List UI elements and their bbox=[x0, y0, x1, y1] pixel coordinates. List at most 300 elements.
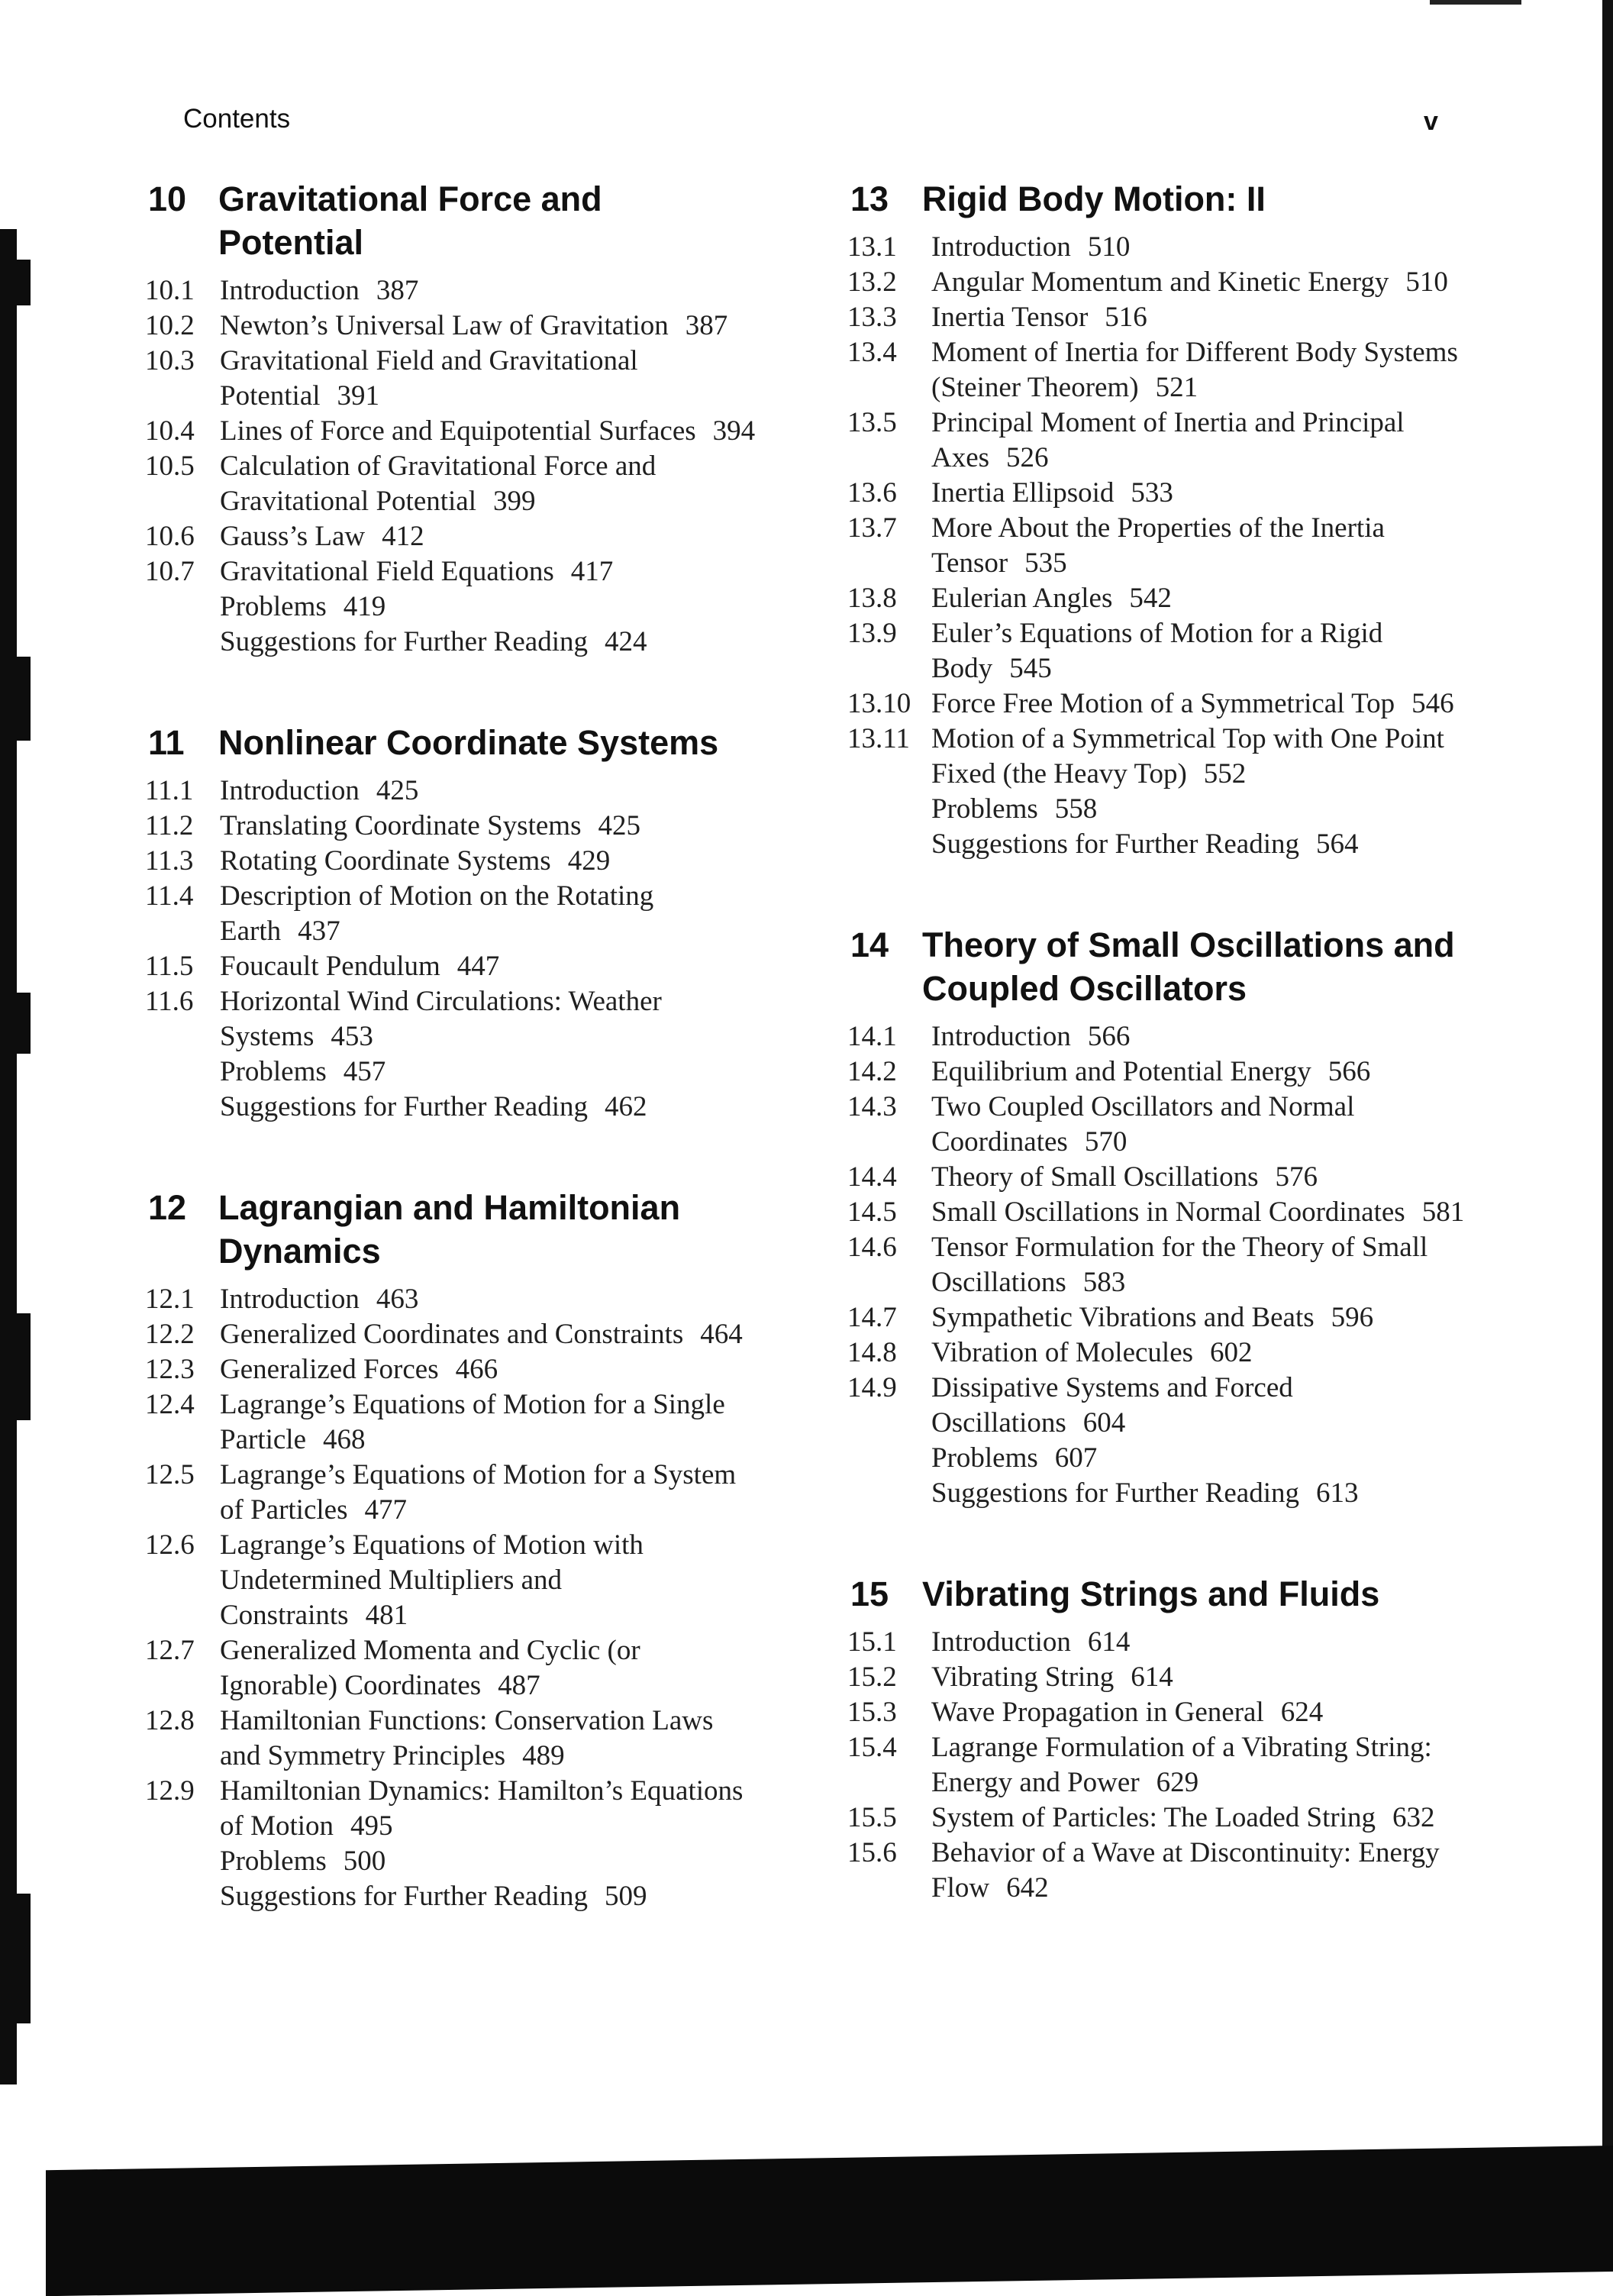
section-page: 510 bbox=[1405, 266, 1448, 298]
toc-entry[interactable] bbox=[145, 1633, 756, 1703]
section-number: 13.3 bbox=[847, 302, 897, 333]
section-page: 510 bbox=[1087, 231, 1131, 263]
section-title-wrap bbox=[220, 1844, 756, 1879]
section-title: Moment of Inertia for Different Body Systems (Steiner Theorem) bbox=[931, 337, 1458, 403]
section-page: 509 bbox=[604, 1881, 647, 1912]
toc-entry-backmatter[interactable] bbox=[847, 1441, 1473, 1476]
toc-entry[interactable] bbox=[145, 1317, 756, 1352]
section-number: 11.1 bbox=[145, 775, 194, 806]
chapter-block bbox=[145, 177, 756, 660]
toc-entry[interactable] bbox=[145, 273, 756, 308]
toc-entry[interactable] bbox=[145, 519, 756, 554]
toc-entry[interactable] bbox=[145, 1703, 756, 1774]
section-title-wrap bbox=[220, 1528, 756, 1633]
section-page: 566 bbox=[1087, 1021, 1131, 1052]
toc-entry[interactable] bbox=[145, 1352, 756, 1387]
section-number: 15.6 bbox=[847, 1837, 897, 1868]
toc-entry[interactable] bbox=[847, 686, 1473, 722]
toc-entry[interactable] bbox=[847, 722, 1473, 792]
section-title: Suggestions for Further Reading bbox=[220, 1881, 588, 1912]
chapter-title: Gravitational Force and Potential bbox=[218, 179, 602, 262]
chapter-heading[interactable] bbox=[145, 177, 756, 264]
chapter-block bbox=[847, 923, 1473, 1511]
section-number: 12.2 bbox=[145, 1319, 195, 1350]
chapter-title: Rigid Body Motion: II bbox=[922, 179, 1266, 218]
section-page: 604 bbox=[1082, 1407, 1126, 1439]
section-title-wrap bbox=[931, 1300, 1473, 1335]
toc-entry[interactable] bbox=[847, 1730, 1473, 1800]
section-page: 417 bbox=[570, 556, 614, 587]
section-page: 412 bbox=[382, 521, 424, 552]
section-number: 10.2 bbox=[145, 310, 195, 341]
section-page: 399 bbox=[493, 486, 536, 517]
section-page: 489 bbox=[522, 1740, 565, 1771]
section-title: Eulerian Angles bbox=[931, 583, 1113, 614]
section-page: 533 bbox=[1131, 477, 1173, 509]
section-page: 521 bbox=[1155, 372, 1198, 403]
section-title-wrap bbox=[931, 300, 1473, 335]
chapter-number: 14 bbox=[850, 925, 889, 964]
section-number: 13.11 bbox=[847, 723, 910, 754]
section-title-wrap bbox=[220, 625, 756, 660]
section-page: 429 bbox=[567, 845, 611, 877]
toc-entry-backmatter[interactable] bbox=[145, 1879, 756, 1914]
section-page: 453 bbox=[331, 1021, 373, 1052]
section-page: 487 bbox=[498, 1670, 540, 1701]
section-title: Angular Momentum and Kinetic Energy bbox=[931, 266, 1389, 298]
section-title-wrap bbox=[931, 1625, 1473, 1660]
section-title-wrap bbox=[931, 1730, 1473, 1800]
toc-entry[interactable] bbox=[847, 1695, 1473, 1730]
section-title: Lines of Force and Equipotential Surfaces bbox=[220, 415, 696, 447]
section-number: 10.3 bbox=[145, 345, 195, 376]
toc-entry[interactable] bbox=[145, 308, 756, 344]
section-page: 546 bbox=[1411, 688, 1454, 719]
section-title-wrap bbox=[931, 1054, 1473, 1090]
section-title-wrap bbox=[220, 984, 756, 1054]
section-title-wrap bbox=[220, 449, 756, 519]
section-page: 526 bbox=[1006, 442, 1049, 473]
section-title-wrap bbox=[220, 1090, 756, 1125]
toc-column-right bbox=[847, 177, 1473, 1967]
section-number: 12.4 bbox=[145, 1389, 195, 1420]
section-number: 14.8 bbox=[847, 1337, 897, 1368]
chapter-heading[interactable] bbox=[847, 923, 1473, 1010]
section-title-wrap bbox=[931, 265, 1473, 300]
section-title: Behavior of a Wave at Discontinuity: Energy Flow bbox=[931, 1837, 1440, 1904]
section-title: Problems bbox=[220, 1846, 327, 1877]
toc-entry[interactable] bbox=[847, 300, 1473, 335]
scan-notch bbox=[5, 1894, 31, 2023]
section-number: 12.5 bbox=[145, 1459, 195, 1490]
chapter-heading[interactable] bbox=[145, 721, 756, 764]
section-page: 642 bbox=[1006, 1872, 1049, 1904]
section-number: 12.3 bbox=[145, 1354, 195, 1385]
section-title-wrap bbox=[220, 344, 756, 414]
toc-entry[interactable] bbox=[847, 1054, 1473, 1090]
section-number: 12.7 bbox=[145, 1635, 195, 1666]
section-number: 13.6 bbox=[847, 477, 897, 509]
section-title-wrap bbox=[220, 273, 756, 308]
section-title-wrap bbox=[220, 1054, 756, 1090]
section-title-wrap bbox=[220, 589, 756, 625]
toc-entry[interactable] bbox=[145, 773, 756, 809]
section-number: 13.7 bbox=[847, 512, 897, 544]
section-title: Generalized Forces bbox=[220, 1354, 439, 1385]
section-title: Inertia Ellipsoid bbox=[931, 477, 1115, 509]
section-page: 463 bbox=[376, 1284, 419, 1315]
section-title: Wave Propagation in General bbox=[931, 1697, 1264, 1728]
section-page: 387 bbox=[376, 275, 419, 306]
toc-entry[interactable] bbox=[847, 405, 1473, 476]
section-number: 14.9 bbox=[847, 1372, 897, 1403]
section-page: 457 bbox=[343, 1056, 386, 1087]
section-page: 552 bbox=[1203, 758, 1247, 790]
section-title-wrap bbox=[220, 1774, 756, 1844]
section-title-wrap bbox=[931, 1195, 1473, 1230]
toc-entry[interactable] bbox=[145, 949, 756, 984]
chapter-number: 15 bbox=[850, 1574, 889, 1613]
chapter-block bbox=[847, 177, 1473, 862]
section-page: 447 bbox=[456, 951, 500, 982]
section-page: 387 bbox=[685, 310, 728, 341]
chapter-number: 12 bbox=[148, 1188, 187, 1227]
section-title: Lagrange’s Equations of Motion with Undetermined Multipliers and Constraints bbox=[220, 1529, 644, 1631]
section-title: Foucault Pendulum bbox=[220, 951, 440, 982]
section-title: Gravitational Field and Gravitational Potential bbox=[220, 345, 638, 412]
toc-entry-backmatter[interactable] bbox=[847, 827, 1473, 862]
section-title-wrap bbox=[931, 1230, 1473, 1300]
toc-entry[interactable] bbox=[847, 581, 1473, 616]
section-title-wrap bbox=[931, 827, 1473, 862]
section-title: Generalized Coordinates and Constraints bbox=[220, 1319, 684, 1350]
section-title-wrap bbox=[931, 1160, 1473, 1195]
section-number: 10.4 bbox=[145, 415, 195, 447]
section-title: Equilibrium and Potential Energy bbox=[931, 1056, 1311, 1087]
toc-entry[interactable] bbox=[145, 449, 756, 519]
toc-entry[interactable] bbox=[847, 1660, 1473, 1695]
section-title-wrap bbox=[931, 405, 1473, 476]
section-title-wrap bbox=[931, 230, 1473, 265]
section-number: 12.6 bbox=[145, 1529, 195, 1561]
toc-entry[interactable] bbox=[847, 476, 1473, 511]
chapter-block bbox=[145, 1186, 756, 1914]
section-page: 614 bbox=[1131, 1661, 1173, 1693]
section-title: Introduction bbox=[931, 231, 1071, 263]
scan-edge-left bbox=[0, 229, 17, 2084]
toc-entry[interactable] bbox=[847, 1836, 1473, 1906]
section-page: 542 bbox=[1129, 583, 1172, 614]
section-title: Force Free Motion of a Symmetrical Top bbox=[931, 688, 1395, 719]
section-title: Sympathetic Vibrations and Beats bbox=[931, 1302, 1315, 1333]
section-number: 14.5 bbox=[847, 1196, 897, 1228]
section-title: Tensor Formulation for the Theory of Small Oscillations bbox=[931, 1232, 1428, 1298]
section-title-wrap bbox=[220, 1282, 756, 1317]
section-number: 10.5 bbox=[145, 450, 195, 482]
section-title: Problems bbox=[220, 591, 327, 622]
section-title: Small Oscillations in Normal Coordinates bbox=[931, 1196, 1405, 1228]
section-number: 11.6 bbox=[145, 986, 194, 1017]
section-title: Gauss’s Law bbox=[220, 521, 366, 552]
toc-entry[interactable] bbox=[847, 1625, 1473, 1660]
section-number: 11.5 bbox=[145, 951, 194, 982]
section-number: 12.1 bbox=[145, 1284, 195, 1315]
chapter-title: Nonlinear Coordinate Systems bbox=[218, 723, 719, 762]
section-title: Lagrange’s Equations of Motion for a System of Particles bbox=[220, 1459, 737, 1526]
section-page: 581 bbox=[1421, 1196, 1465, 1228]
chapter-heading[interactable] bbox=[145, 1186, 756, 1273]
section-title: Suggestions for Further Reading bbox=[931, 828, 1299, 860]
section-page: 570 bbox=[1084, 1126, 1127, 1158]
toc-column-left bbox=[145, 177, 756, 1975]
section-page: 391 bbox=[337, 380, 380, 412]
toc-entry[interactable] bbox=[145, 1387, 756, 1458]
section-page: 566 bbox=[1327, 1056, 1371, 1087]
section-number: 12.8 bbox=[145, 1705, 195, 1736]
chapter-heading[interactable] bbox=[847, 1572, 1473, 1616]
toc-entry[interactable] bbox=[847, 616, 1473, 686]
section-title-wrap bbox=[220, 554, 756, 589]
toc-entry-backmatter[interactable] bbox=[145, 589, 756, 625]
section-title: Hamiltonian Dynamics: Hamilton’s Equations of Motion bbox=[220, 1775, 744, 1842]
section-title: Vibrating String bbox=[931, 1661, 1115, 1693]
toc-entry[interactable] bbox=[145, 414, 756, 449]
scan-notch bbox=[5, 657, 31, 741]
section-number: 15.5 bbox=[847, 1802, 897, 1833]
section-title-wrap bbox=[220, 949, 756, 984]
section-title: Two Coupled Oscillators and Normal Coordinates bbox=[931, 1091, 1355, 1158]
toc-entry[interactable] bbox=[145, 344, 756, 414]
toc-entry[interactable] bbox=[145, 1774, 756, 1844]
section-page: 632 bbox=[1392, 1802, 1435, 1833]
section-title-wrap bbox=[220, 1879, 756, 1914]
toc-entry[interactable] bbox=[145, 554, 756, 589]
toc-entry[interactable] bbox=[847, 1019, 1473, 1054]
page-number: v bbox=[1424, 107, 1438, 136]
section-title-wrap bbox=[931, 1695, 1473, 1730]
section-page: 425 bbox=[598, 810, 640, 841]
section-title: Introduction bbox=[220, 775, 360, 806]
toc-entry[interactable] bbox=[145, 984, 756, 1054]
section-title: Euler’s Equations of Motion for a Rigid Body bbox=[931, 618, 1383, 684]
section-title-wrap bbox=[220, 1703, 756, 1774]
toc-entry[interactable] bbox=[847, 511, 1473, 581]
section-page: 629 bbox=[1156, 1767, 1199, 1798]
section-title-wrap bbox=[220, 1458, 756, 1528]
chapter-block bbox=[847, 1572, 1473, 1906]
section-page: 466 bbox=[455, 1354, 498, 1385]
toc-entry[interactable] bbox=[847, 1230, 1473, 1300]
section-page: 462 bbox=[604, 1091, 647, 1122]
section-title: Translating Coordinate Systems bbox=[220, 810, 582, 841]
section-number: 14.4 bbox=[847, 1161, 897, 1193]
section-title: Problems bbox=[220, 1056, 327, 1087]
section-page: 576 bbox=[1275, 1161, 1318, 1193]
section-title-wrap bbox=[931, 335, 1473, 405]
toc-entry[interactable] bbox=[847, 1195, 1473, 1230]
section-page: 394 bbox=[712, 415, 756, 447]
section-title-wrap bbox=[220, 1387, 756, 1458]
section-number: 12.9 bbox=[145, 1775, 195, 1807]
section-title: Calculation of Gravitational Force and Gravitational Potential bbox=[220, 450, 656, 517]
toc-entry[interactable] bbox=[847, 335, 1473, 405]
section-page: 464 bbox=[700, 1319, 743, 1350]
toc-entry[interactable] bbox=[847, 1160, 1473, 1195]
toc-entry[interactable] bbox=[145, 844, 756, 879]
section-number: 11.3 bbox=[145, 845, 194, 877]
section-title: Dissipative Systems and Forced Oscillations bbox=[931, 1372, 1293, 1439]
section-title: Horizontal Wind Circulations: Weather Systems bbox=[220, 986, 662, 1052]
section-title-wrap bbox=[931, 476, 1473, 511]
section-title: Suggestions for Further Reading bbox=[220, 626, 588, 657]
toc-entry-backmatter[interactable] bbox=[145, 625, 756, 660]
section-title-wrap bbox=[931, 1371, 1473, 1441]
section-title-wrap bbox=[931, 1019, 1473, 1054]
section-page: 613 bbox=[1315, 1477, 1359, 1509]
section-title-wrap bbox=[931, 1090, 1473, 1160]
section-number: 13.10 bbox=[847, 688, 911, 719]
section-title-wrap bbox=[220, 1633, 756, 1703]
section-page: 564 bbox=[1315, 828, 1359, 860]
section-number: 15.3 bbox=[847, 1697, 897, 1728]
section-page: 607 bbox=[1054, 1442, 1098, 1474]
section-title-wrap bbox=[220, 844, 756, 879]
chapter-block bbox=[145, 721, 756, 1125]
section-title: Introduction bbox=[220, 275, 360, 306]
section-number: 14.3 bbox=[847, 1091, 897, 1122]
section-title-wrap bbox=[220, 879, 756, 949]
toc-entry[interactable] bbox=[145, 1458, 756, 1528]
toc-entry[interactable] bbox=[145, 809, 756, 844]
section-title-wrap bbox=[220, 1352, 756, 1387]
section-title-wrap bbox=[931, 581, 1473, 616]
section-number: 14.1 bbox=[847, 1021, 897, 1052]
section-number: 13.9 bbox=[847, 618, 897, 649]
section-number: 13.5 bbox=[847, 407, 897, 438]
section-page: 477 bbox=[364, 1494, 407, 1526]
section-page: 468 bbox=[323, 1424, 366, 1455]
toc-entry[interactable] bbox=[847, 1090, 1473, 1160]
section-title: Theory of Small Oscillations bbox=[931, 1161, 1259, 1193]
section-title: Gravitational Field Equations bbox=[220, 556, 554, 587]
section-number: 11.2 bbox=[145, 810, 194, 841]
toc-entry[interactable] bbox=[847, 1335, 1473, 1371]
toc-entry-backmatter[interactable] bbox=[145, 1054, 756, 1090]
section-title-wrap bbox=[931, 1660, 1473, 1695]
toc-entry[interactable] bbox=[847, 1371, 1473, 1441]
section-page: 495 bbox=[350, 1810, 393, 1842]
section-title: Generalized Momenta and Cyclic (or Ignorable) Coordinates bbox=[220, 1635, 640, 1701]
toc-entry[interactable] bbox=[145, 879, 756, 949]
chapter-title: Lagrangian and Hamiltonian Dynamics bbox=[218, 1188, 681, 1271]
section-number: 10.1 bbox=[145, 275, 195, 306]
section-title: System of Particles: The Loaded String bbox=[931, 1802, 1376, 1833]
scan-notch bbox=[5, 260, 31, 305]
section-title: More About the Properties of the Inertia Tensor bbox=[931, 512, 1385, 579]
section-number: 15.1 bbox=[847, 1626, 897, 1658]
section-number: 14.6 bbox=[847, 1232, 897, 1263]
toc-entry-backmatter[interactable] bbox=[145, 1090, 756, 1125]
section-title: Description of Motion on the Rotating Earth bbox=[220, 880, 654, 947]
section-page: 624 bbox=[1280, 1697, 1324, 1728]
section-page: 481 bbox=[365, 1600, 408, 1631]
scan-edge-bottom bbox=[46, 2146, 1613, 2296]
section-title-wrap bbox=[931, 722, 1473, 792]
section-page: 535 bbox=[1024, 547, 1067, 579]
section-title-wrap bbox=[931, 1335, 1473, 1371]
section-title-wrap bbox=[220, 519, 756, 554]
section-title: Vibration of Molecules bbox=[931, 1337, 1194, 1368]
section-number: 14.7 bbox=[847, 1302, 897, 1333]
scan-mark-top bbox=[1430, 0, 1521, 5]
section-title: Problems bbox=[931, 1442, 1038, 1474]
section-title: Inertia Tensor bbox=[931, 302, 1089, 333]
section-title: Lagrange’s Equations of Motion for a Single Particle bbox=[220, 1389, 725, 1455]
section-page: 596 bbox=[1331, 1302, 1374, 1333]
scan-edge-right bbox=[1602, 0, 1613, 2199]
section-number: 13.4 bbox=[847, 337, 897, 368]
section-page: 425 bbox=[376, 775, 419, 806]
chapter-title: Vibrating Strings and Fluids bbox=[922, 1574, 1380, 1613]
section-page: 602 bbox=[1210, 1337, 1253, 1368]
toc-entry[interactable] bbox=[145, 1528, 756, 1633]
section-number: 11.4 bbox=[145, 880, 194, 912]
running-title: Contents bbox=[183, 104, 291, 134]
section-title: Principal Moment of Inertia and Principal Axes bbox=[931, 407, 1405, 473]
section-title-wrap bbox=[220, 809, 756, 844]
section-title: Suggestions for Further Reading bbox=[931, 1477, 1299, 1509]
section-number: 15.2 bbox=[847, 1661, 897, 1693]
toc-entry[interactable] bbox=[145, 1282, 756, 1317]
section-title: Introduction bbox=[931, 1626, 1071, 1658]
section-title-wrap bbox=[220, 308, 756, 344]
section-number: 10.6 bbox=[145, 521, 195, 552]
scan-notch bbox=[5, 993, 31, 1054]
section-title: Hamiltonian Functions: Conservation Laws and Symmetry Principles bbox=[220, 1705, 714, 1771]
section-title-wrap bbox=[220, 1317, 756, 1352]
toc-entry[interactable] bbox=[847, 230, 1473, 265]
section-title: Rotating Coordinate Systems bbox=[220, 845, 551, 877]
section-page: 424 bbox=[604, 626, 647, 657]
section-title-wrap bbox=[931, 1441, 1473, 1476]
section-number: 10.7 bbox=[145, 556, 195, 587]
chapter-number: 11 bbox=[148, 723, 185, 762]
toc-entry[interactable] bbox=[847, 1800, 1473, 1836]
toc-entry-backmatter[interactable] bbox=[847, 1476, 1473, 1511]
chapter-heading[interactable] bbox=[847, 177, 1473, 221]
section-number: 15.4 bbox=[847, 1732, 897, 1763]
toc-entry-backmatter[interactable] bbox=[145, 1844, 756, 1879]
section-title: Problems bbox=[931, 793, 1038, 825]
section-title-wrap bbox=[931, 1476, 1473, 1511]
section-title: Newton’s Universal Law of Gravitation bbox=[220, 310, 669, 341]
chapter-number: 13 bbox=[850, 179, 889, 218]
section-title: Introduction bbox=[220, 1284, 360, 1315]
section-page: 558 bbox=[1054, 793, 1098, 825]
section-number: 13.8 bbox=[847, 583, 897, 614]
toc-entry[interactable] bbox=[847, 265, 1473, 300]
section-page: 614 bbox=[1087, 1626, 1131, 1658]
section-page: 500 bbox=[343, 1846, 386, 1877]
toc-entry-backmatter[interactable] bbox=[847, 792, 1473, 827]
section-number: 13.2 bbox=[847, 266, 897, 298]
section-page: 419 bbox=[343, 591, 386, 622]
scan-notch bbox=[5, 1313, 31, 1420]
toc-entry[interactable] bbox=[847, 1300, 1473, 1335]
section-title-wrap bbox=[220, 773, 756, 809]
section-title-wrap bbox=[931, 792, 1473, 827]
chapter-title: Theory of Small Oscillations and Coupled Oscillators bbox=[922, 925, 1455, 1008]
